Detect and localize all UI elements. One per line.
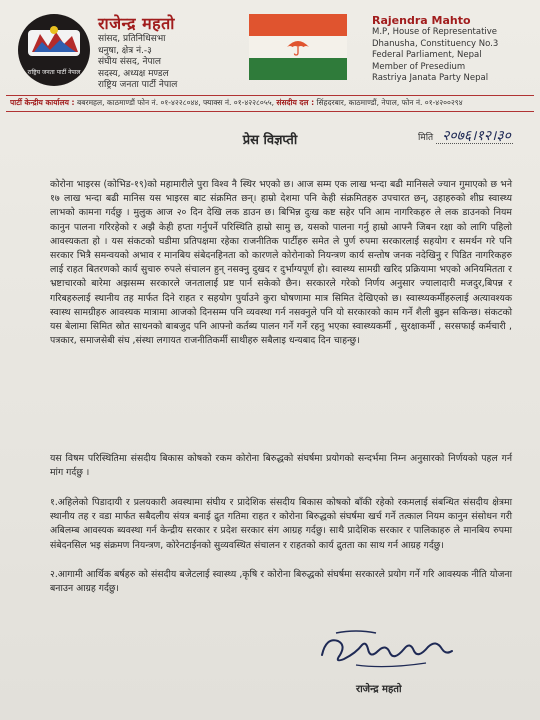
name-english: Rajendra Mahto (372, 14, 471, 27)
flag-band-middle (249, 36, 347, 58)
address-divider (6, 111, 534, 112)
umbrella-icon (285, 38, 311, 56)
address-label-party: संसदीय दल : (276, 98, 315, 107)
document-title: प्रेस विज्ञप्ती (242, 133, 298, 148)
body-paragraph: कोरोना भाइरस (कोभिड-१९)को महामारीले पुरा विश्व नै स्थिर भएको छ। आज सम्म एक लाख भन्दा बढी मानिसले ज्यान गुमाएको छ भने १७ लाख भन्दा बढी मानिस यस भाइरस बाट संक्रमित छन्। हाम्रो देशमा पनि केही संक्रमितहरु उपचारत छन्, उहाहरुको शीघ्र स्वास्थ्य लाभको कामना गर्दछु । मुलुक आज २० दिन देखि लक डाउन छ। बिभिन्न दुःख कष्ट सहेर पनि आम नागरिकहरु ले लक डाउनको नियम कानुन पालना गरिरहेको र अझै केही हप्ता गर्नुपर्ने परिस्थिति हाम्रो सामु छ, यसको पालना गर्नु हाम्रो आफ्नै जिबन रक्षा को लागि पहिलो आवस्यकता हो । यस संकटको घडीमा प्रतिपक्षमा रहेका राजनीतिक पार्टीहरु समेत ले पुर्ण रुपमा सरकारलाई सहयोग र समर्थन गरे पनि सरकार भित्रै समन्वयको अभाव र मानबिय संबेदनहिनता को कारणले कोरोनाको नियन्त्रण कार्य सन्तोष जनक नदेखिनु र पिडित नागरिकहरु लाई राहत बितरणको कार्य सुचारु रुपले संचालन हुन् नसक्नु दुखद र दुर्भाग्यपूर्ण हो। स्वास्थ्य सामग्री खरिद प्रक्रियामा भएको अनियमितता र भ्रष्टाचारको बारेमा अझसम्म सरकारले जनतालाई प्रष्ट पार्न सकेको छैन। सरकारले गरेको निर्णय अनुसार ज्यालादारी मजदुर,बिपन्न र गरिबहरुलाई स्थानीय तह मार्फत दिने राहत र सहयोग पुर्याउने कुरा घोषणामा मात्र सिमित देखिएको छ। स्वास्थ्यकर्मीहरुलाई अत्यावश्यक स्वास्थ सामग्रीहरु आवस्यक मात्रामा आजको दिनसम्म पनि व्यवस्था गर्न नसक्नुले पनि यो सरकारको काम गर्ने शैली बुझ्न सकिन्छ। संकटको यस बेलामा सिमित स्रोत साधनको बाबजुद पनि आफ्नो कर्तब्य पालन गर्ने गर्ने रहनु भएका स्वास्थ्यकर्मी , सुरक्षाकर्मी , सरसफाई कर्मचारी , पत्रकार, समाजसेबी संघ ,संस्था लगायत राजनीतिकर्मी साथीहरु सबैलाइ धन्यबाद दिन चाहन्छु। (50, 179, 512, 347)
title-line-en: Rastriya Janata Party Nepal (372, 73, 489, 83)
flag-band-top (249, 14, 347, 36)
title-line-ne: सांसद, प्रतिनिधिसभा (98, 34, 166, 44)
title-lines-nepali (98, 34, 243, 92)
party-logo (18, 14, 90, 86)
title-line-ne: सदस्य, अध्यक्ष मण्डल (98, 68, 169, 79)
title-lines-english (372, 27, 532, 85)
signatory-name: राजेन्द्र महतो (356, 684, 402, 695)
body-paragraph: यस विषम परिस्थितिमा संसदीय बिकास कोषको रकम कोरोना बिरुद्धको संघर्षमा प्रयोगको सन्दर्भमा निम्न अनुसारको निर्णयको पहल गर्न मांग गर्दछु । (50, 453, 512, 479)
body-paragraph: २.आगामी आर्थिक बर्षहरु को संसदीय बजेटलाई स्वास्थ्य ,कृषि र कोरोना बिरुद्धको संघर्षमा सरकारले प्रयोग गर्ने गरि आवस्यक नीति योजना बनाउन आग्रह गर्दछु। (50, 569, 512, 595)
logo-text: राष्ट्रिय जनता पार्टी नेपाल (27, 69, 81, 76)
date-label: मिति (418, 133, 434, 143)
address-party: सिंहदरबार, काठमाण्डौं, नेपाल, फोन नं. ०१-४२००२९४ (316, 98, 463, 107)
title-line-ne: धनुषा, क्षेत्र नं.-३ (98, 45, 152, 56)
title-line-ne: संघीय संसद, नेपाल (98, 57, 162, 67)
title-line-en: M.P, House of Representative (372, 27, 498, 37)
party-flag (249, 14, 347, 82)
address-bar (10, 98, 534, 108)
address-office: बबरमहल, काठमाण्डौं फोन नं. ०१-४२२८०४४, फ्याक्स नं. ०१-४२२८०५५, (76, 98, 274, 107)
date-value: २०७६।१२।३० (442, 128, 511, 144)
header-english (372, 14, 532, 85)
logo-emblem-icon (26, 24, 82, 64)
header-nepali (98, 12, 243, 92)
header-divider (6, 95, 534, 96)
title-line-en: Federal Parliament, Nepal (372, 50, 482, 60)
flag-band-bottom (249, 58, 347, 80)
title-line-ne: राष्ट्रिय जनता पार्टी नेपाल (98, 80, 178, 90)
body-paragraph: १.अहिलेको पिडादायी र प्रलयकारी अवस्थामा संघीय र प्रादेशिक संसदीय बिकास कोषको बाँकी रहेको रकमलाई संबन्धित संसदीय क्षेत्रमा स्थानीय तह र वडा मार्फत सबैदलीय संयत्र बनाई द्रुत गतिमा राहत र कोरोना बिरुद्धको संघर्षमा खर्च गर्ने तत्काल नियम कानुन संसोधन गरी अबिलम्ब आवस्यक ब्यवस्था गर्न केन्द्रीय सरकार र प्रदेश सरकार संग आग्रह गर्दछु। साथै प्रादेशिक सरकार र पालिकाहरु ले मानबिय रुपमा संबेदनसिल भइ संक्रमण नियन्त्रण, कोरेनटाईनको सुव्यवस्थित संचालन र राहतको कार्य द्रुतता का साथ गर्न आग्रह गर्दछु। (50, 497, 512, 551)
title-line-en: Member of Presedium (372, 61, 466, 72)
title-line-en: Dhanusha, Constituency No.3 (372, 38, 499, 49)
name-nepali: राजेन्द्र महतो (98, 14, 175, 33)
address-label-office: पार्टी केन्द्रीय कार्यालय : (10, 98, 75, 107)
handwritten-signature (316, 625, 456, 673)
